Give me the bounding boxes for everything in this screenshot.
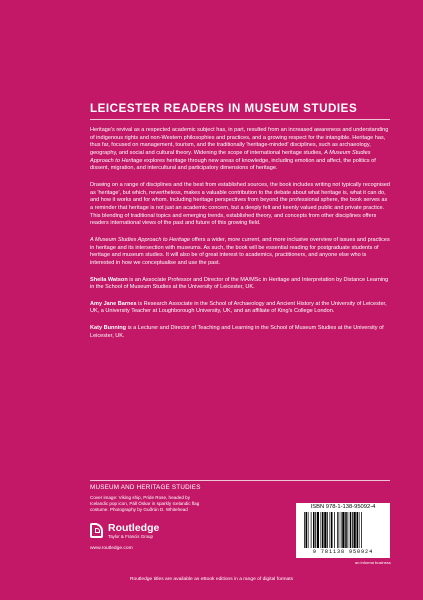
editor-bio: Sheila Watson is an Associate Professor and Director of the MA/MSc in Heritage and Interpretation by Distance Learning in the School of Museum Studies at the University of Leicester, UK. [90, 276, 389, 291]
publisher-website[interactable]: www.routledge.com [90, 546, 133, 551]
editor-name: Katy Bunning [90, 325, 127, 332]
barcode-box [296, 503, 390, 558]
paragraph-audience: A Museum Studies Approach to Heritage offers a wider, more current, and more inclusive overview of issues and practices in heritage and its intersection with museums. As such, the book will be essential reading for postgraduate students of heritage and museum studies. It will also be of great interest to academics, practitioners, and anyone else who is interested in how we conceptualise and use the past. [90, 236, 390, 266]
paragraph-intro: Heritage's revival as a respected academic subject has, in part, resulted from an increased awareness and understanding of indigenous rights and non-Western philosophies and practices, and a growing respect for the intangible. Heritage has, thus far, focused on management, tourism, and the traditionally 'heritage-minded' disciplines, such as archaeology, geography, and social and cultural theory. Widening the scope of international heritage studies, A Museum Studies Approach to Heritage explores heritage through new areas of knowledge, including emotion and affect, the politics of dissent, migration, and intercultural and participatory dimensions of heritage. [90, 127, 389, 172]
cover-credit: Cover image: Viking ship, Pride Rose, headed by Icelandic pop icon, Páll Óskar in sparkly Icelandic flag costume. Photography by Guðrún D. Whitehead [90, 495, 200, 512]
book-title-italic: A Museum Studies Approach to Heritage [90, 236, 191, 243]
editor-bio: Katy Bunning is a Lecturer and Director of Teaching and Learning in the School of Museum Studies at the University of Leicester, UK. [90, 325, 384, 339]
isbn-label: ISBN 978-1-138-95092-4 [310, 504, 376, 510]
series-title: LEICESTER READERS IN MUSEUM STUDIES [90, 102, 358, 115]
description [90, 127, 390, 349]
subject-category: MUSEUM AND HERITAGE STUDIES [90, 484, 201, 491]
top-rule [90, 119, 390, 120]
bottom-rule [90, 480, 390, 481]
editor-name: Amy Jane Barnes [90, 300, 137, 307]
routledge-logo-icon [90, 523, 103, 538]
publisher-name: Routledge [108, 522, 160, 534]
barcode-icon [303, 512, 383, 549]
editor-name: Sheila Watson [90, 276, 128, 283]
book-title-italic: A Museum Studies Approach to Heritage [90, 149, 371, 164]
barcode-digits: 9 781138 950924 [312, 549, 374, 555]
paragraph-scope: Drawing on a range of disciplines and the best from established sources, the book includes writing not typically recognised as 'heritage', but which, nevertheless, makes a valuable contribution to the debate about what heritage is, what it can do, and how it works and for whom. Including heritage perspectives from beyond the professional sphere, the book serves as a reminder that heritage is not just an academic concern, but a deeply felt and keenly valued public and private practice. This blending of traditional topics and emerging trends, established theory, and concepts from other disciplines offers readers international views of the past and future of this growing field. [90, 181, 391, 227]
informa-tagline: an informa business [355, 560, 391, 565]
publisher-subtitle: Taylor & Francis Group [108, 534, 153, 539]
editor-bio: Amy Jane Barnes is Research Associate in the School of Archaeology and Ancient History at the University of Leicester, UK, a University Teacher at Loughborough University, UK, and an affiliate of King's College London. [90, 300, 387, 315]
ebook-footnote: Routledge titles are available as eBook editions in a range of digital formats [129, 577, 294, 582]
